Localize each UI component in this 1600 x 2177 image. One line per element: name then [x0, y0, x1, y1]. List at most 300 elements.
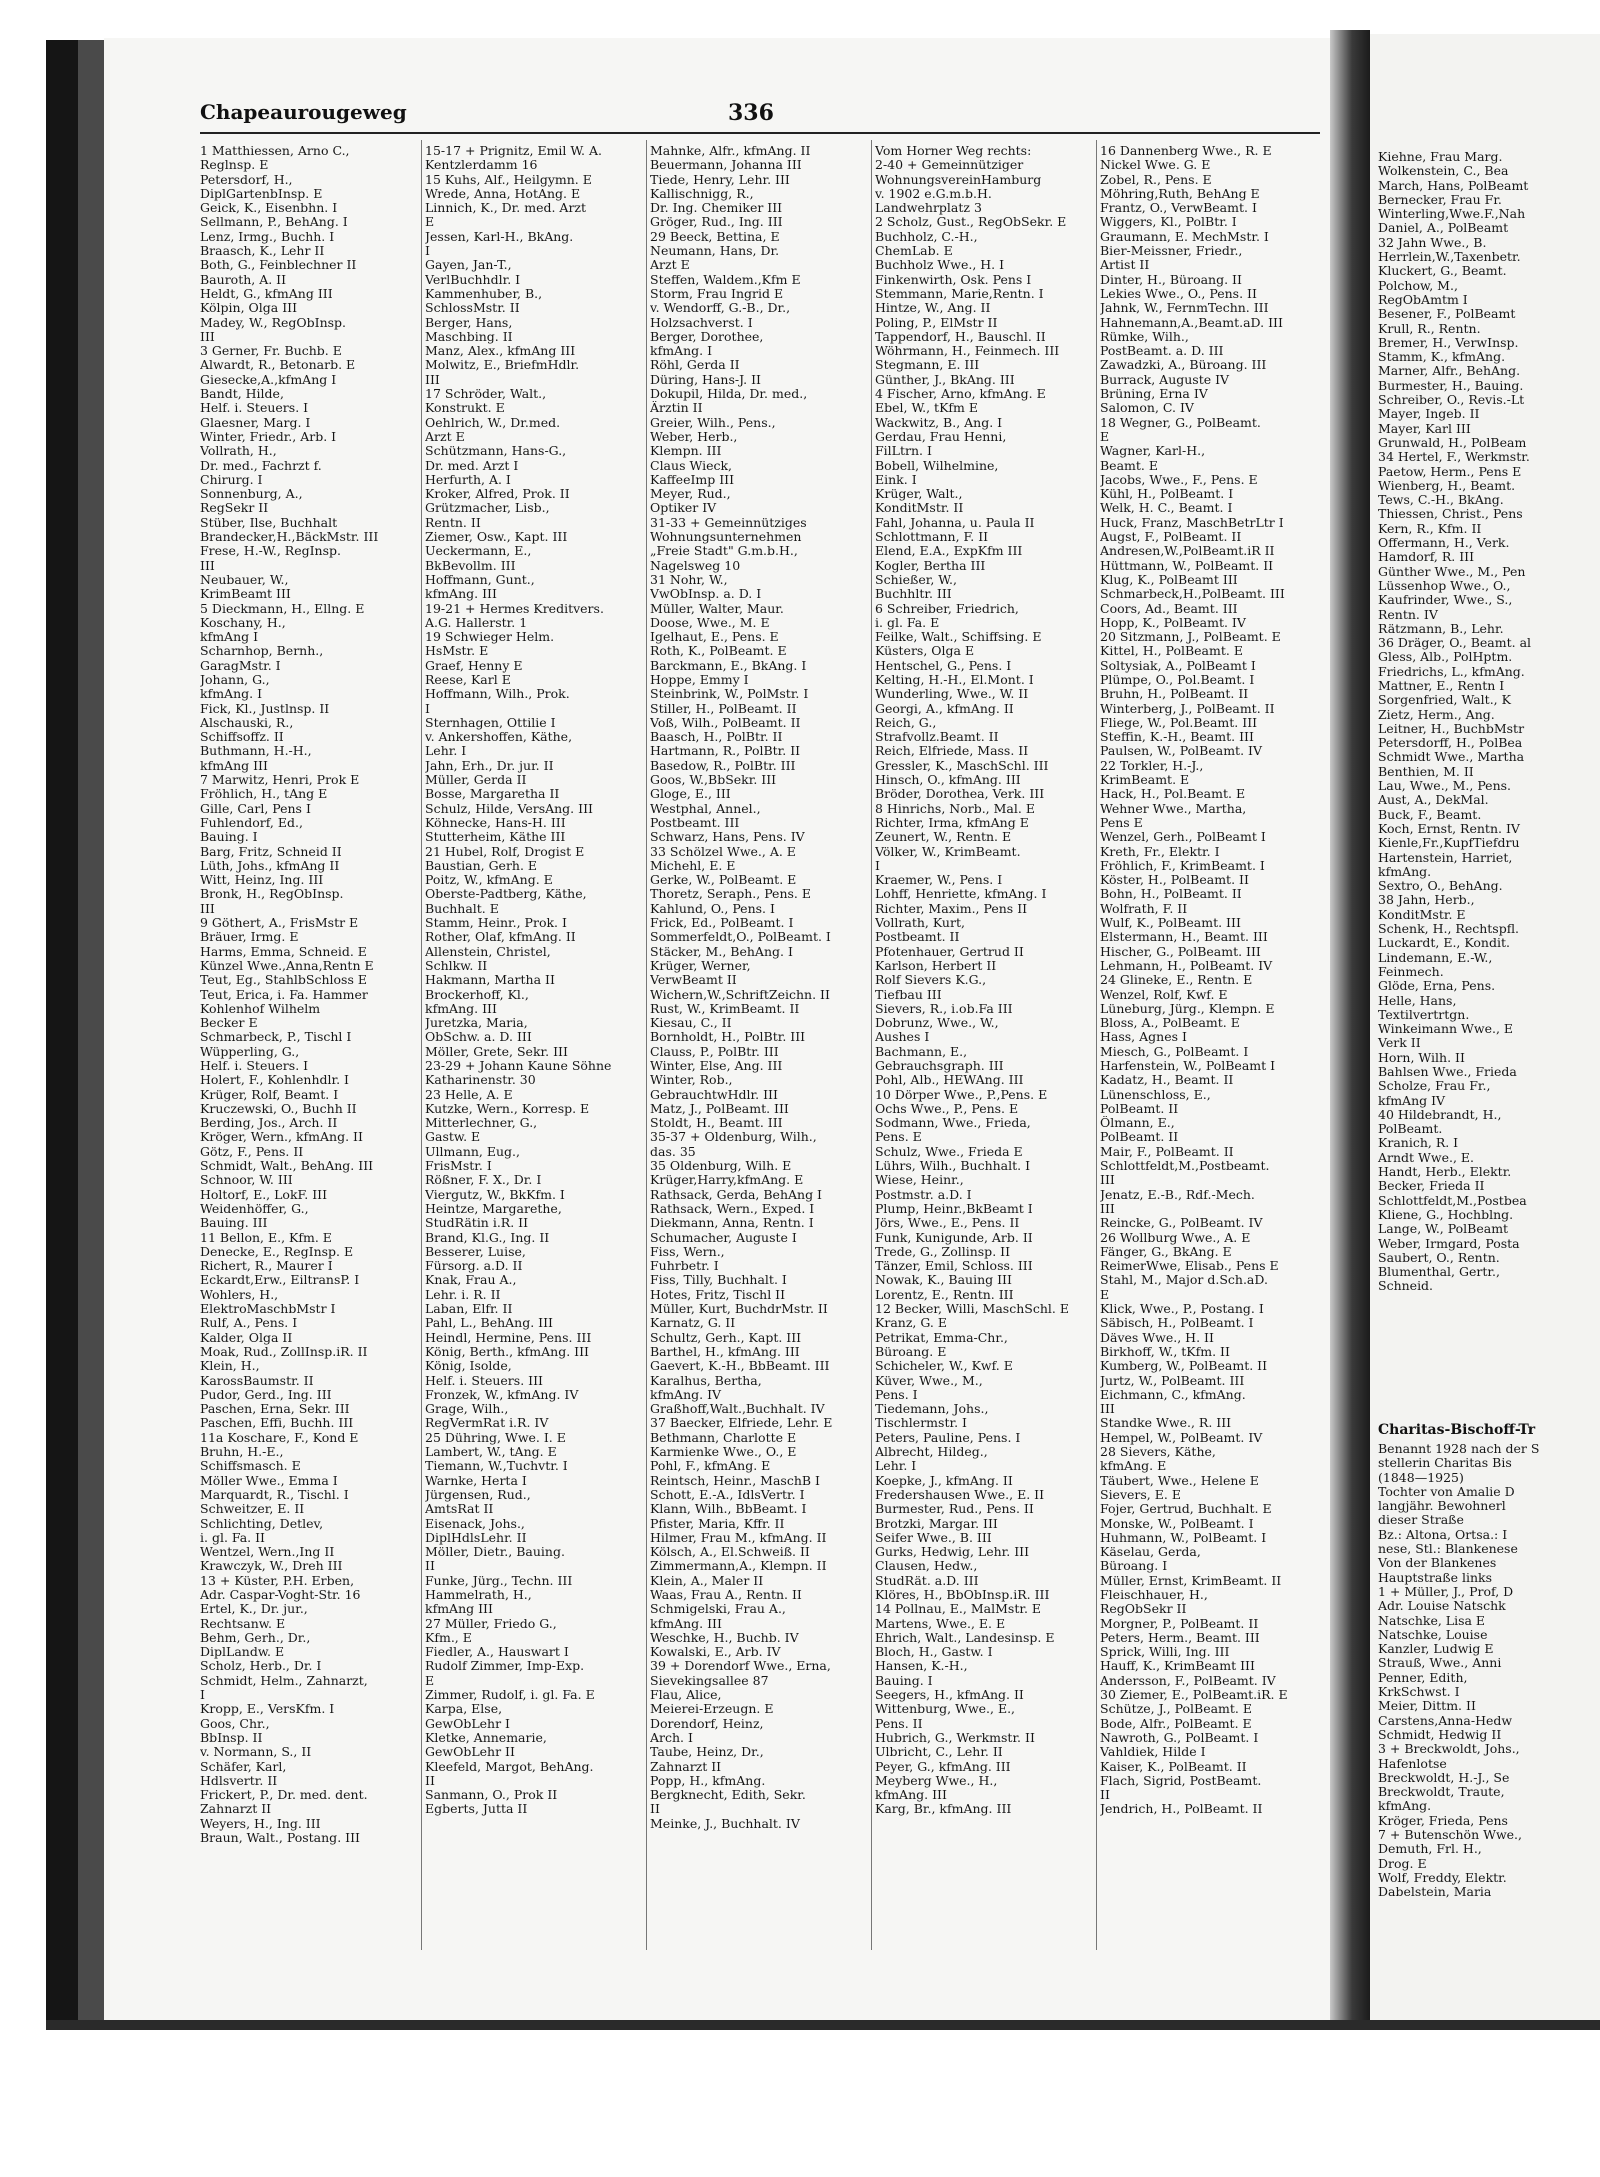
directory-entry: Eckardt,Erw., EiltransP. I — [200, 1273, 360, 1288]
directory-entry: Lambert, W., tAng. E — [425, 1445, 557, 1460]
directory-entry: Tiede, Henry, Lehr. III — [650, 172, 790, 187]
directory-entry: WohnungsvereinHamburg — [875, 172, 1042, 187]
directory-entry: Rathsack, Wern., Exped. I — [650, 1201, 815, 1216]
directory-entry: Westphal, Annel., — [650, 801, 761, 816]
directory-entry: kfmAng. — [1378, 863, 1432, 879]
directory-entry: Sonnenburg, A., — [200, 487, 303, 502]
directory-entry: VerlBuchhdlr. I — [425, 272, 521, 287]
directory-entry: Möhring,Ruth, BehAng E — [1100, 186, 1260, 201]
directory-entry: Schiffsmasch. E — [200, 1459, 301, 1474]
directory-entry: Kittel, H., PolBeamt. E — [1100, 644, 1243, 659]
directory-entry: Allenstein, Christel, — [425, 944, 551, 959]
directory-entry: Goos, W.,BbSekr. III — [650, 773, 777, 788]
directory-entry: v. 1902 e.G.m.b.H. — [875, 186, 992, 201]
directory-entry: Berger, Hans, — [425, 315, 513, 330]
directory-entry: Petrikat, Emma-Chr., — [875, 1330, 1008, 1345]
directory-entry: Richter, Irma, kfmAng E — [875, 815, 1029, 830]
directory-entry: 11 Bellon, E., Kfm. E — [200, 1230, 332, 1245]
directory-entry: Sievers, R., i.ob.Fa III — [875, 1001, 1013, 1016]
directory-entry: Wolkenstein, C., Bea — [1378, 163, 1509, 179]
directory-entry: RegObSekr II — [1100, 1602, 1187, 1617]
directory-column-5 — [1100, 144, 1322, 1817]
directory-entry: PolBeamt. II — [1100, 1130, 1179, 1145]
directory-entry: SchlossMstr. II — [425, 301, 520, 316]
directory-entry: Schützmann, Hans-G., — [425, 444, 567, 459]
directory-entry: Arzt E — [425, 429, 465, 444]
directory-entry: Bloss, A., PolBeamt. E — [1100, 1016, 1240, 1031]
directory-entry: II — [1100, 1788, 1110, 1803]
directory-entry: Helf. i. Steuers. III — [425, 1373, 543, 1388]
directory-entry: Friedrichs, L., kfmAng. — [1378, 663, 1525, 679]
directory-entry: Hentschel, G., Pens. I — [875, 658, 1012, 673]
directory-entry: 32 Jahn Wwe., B. — [1378, 234, 1487, 250]
directory-entry: Schießer, W., — [875, 572, 957, 587]
directory-entry: Giesecke,A.,kfmAng I — [200, 372, 337, 387]
directory-entry: Käselau, Gerda, — [1100, 1545, 1201, 1560]
directory-entry: Karlson, Herbert II — [875, 958, 997, 973]
directory-entry: Gastw. E — [425, 1130, 481, 1145]
directory-entry: Katharinenstr. 30 — [425, 1073, 536, 1088]
directory-entry: Postbeamt. II — [875, 930, 960, 945]
directory-entry: Schäfer, Karl, — [200, 1759, 287, 1774]
directory-entry: Kalder, Olga II — [200, 1330, 293, 1345]
directory-entry: Soltysiak, A., PolBeamt I — [1100, 658, 1256, 673]
directory-entry: Kienle,Fr.,KupfTiefdru — [1378, 835, 1520, 851]
directory-entry: Frese, H.-W., RegInsp. — [200, 544, 341, 559]
directory-entry: Luckardt, E., Kondit. — [1378, 935, 1510, 951]
directory-entry: Hinsch, O., kfmAng. III — [875, 773, 1021, 788]
directory-entry: III — [200, 558, 215, 573]
directory-entry: Popp, H., kfmAng. — [650, 1773, 766, 1788]
directory-entry: Gröger, Rud., Ing. III — [650, 215, 783, 230]
directory-entry: Feilke, Walt., Schiffsing. E — [875, 630, 1042, 645]
directory-entry: Meinke, J., Buchhalt. IV — [650, 1816, 800, 1831]
directory-entry: Ehrich, Walt., Landesinsp. E — [875, 1630, 1055, 1645]
directory-entry: Schott, E.-A., IdlsVertr. I — [650, 1487, 805, 1502]
directory-entry: Kahlund, O., Pens. I — [650, 901, 775, 916]
right-page — [1370, 34, 1600, 2024]
directory-entry: Winter, Friedr., Arb. I — [200, 429, 337, 444]
directory-entry: Ueckermann, E., — [425, 544, 532, 559]
directory-entry: Bauing. I — [875, 1673, 933, 1688]
directory-entry: III — [1100, 1173, 1115, 1188]
directory-entry: Frickert, P., Dr. med. dent. — [200, 1788, 368, 1803]
directory-entry: Claus Wieck, — [650, 458, 733, 473]
directory-entry: II — [425, 1773, 435, 1788]
directory-entry: Petersdorff, H., PolBea — [1378, 735, 1523, 751]
column-divider — [646, 140, 647, 1950]
directory-entry: 15 Kuhs, Alf., Heilgymn. E — [425, 172, 592, 187]
directory-entry: Konstrukt. E — [425, 401, 505, 416]
directory-entry: Wenzel, Rolf, Kwf. E — [1100, 987, 1228, 1002]
directory-entry: Trede, G., Zollinsp. II — [875, 1244, 1011, 1259]
directory-entry: Pudor, Gerd., Ing. III — [200, 1387, 332, 1402]
directory-entry: Schlottfeldt,M.,Postbeamt. — [1100, 1159, 1270, 1174]
directory-entry: BbInsp. II — [200, 1730, 263, 1745]
directory-entry: Schmidt Wwe., Martha — [1378, 749, 1525, 765]
directory-entry: Clausen, Hedw., — [875, 1559, 978, 1574]
directory-entry: kfmAng IV — [1378, 1092, 1446, 1108]
directory-entry: Kanzler, Ludwig E — [1378, 1641, 1494, 1657]
directory-entry: ObSchw. a. D. III — [425, 1030, 532, 1045]
directory-entry: Stamm, K., kfmAng. — [1378, 349, 1506, 365]
directory-entry: Poling, P., ElMstr II — [875, 315, 998, 330]
directory-entry: kfmAng III — [425, 1602, 493, 1617]
directory-entry: Grage, Wilh., — [425, 1402, 509, 1417]
directory-entry: Reese, Karl E — [425, 672, 511, 687]
directory-entry: Winterling,Wwe.F.,Nah — [1378, 206, 1526, 222]
directory-entry: Schmarbeck,H.,PolBeamt. III — [1100, 587, 1285, 602]
directory-entry: Wenzel, Gerh., PolBeamt I — [1100, 830, 1266, 845]
directory-entry: Adr. Caspar-Voght-Str. 16 — [200, 1587, 361, 1602]
directory-entry: Müller, Walter, Maur. — [650, 601, 784, 616]
directory-entry: Klöres, H., BbObInsp.iR. III — [875, 1587, 1050, 1602]
directory-entry: Barthel, H., kfmAng. III — [650, 1344, 800, 1359]
directory-entry: 31 Nohr, W., — [650, 572, 728, 587]
directory-entry: Hakmann, Martha II — [425, 973, 555, 988]
directory-entry: 17 Schröder, Walt., — [425, 387, 547, 402]
directory-entry: Tappendorf, H., Bauschl. II — [875, 329, 1046, 344]
page-number: 336 — [728, 100, 774, 126]
directory-entry: Hoffmann, Wilh., Prok. — [425, 687, 570, 702]
directory-entry: I — [425, 701, 430, 716]
directory-entry: Hüttmann, W., PolBeamt. II — [1100, 558, 1274, 573]
directory-entry: Möller, Dietr., Bauing. — [425, 1545, 565, 1560]
directory-entry: 1 Matthiessen, Arno C., — [200, 144, 350, 158]
directory-entry: Benthien, M. II — [1378, 763, 1474, 779]
directory-entry: Vollrath, Kurt, — [875, 916, 965, 931]
directory-entry: Röhl, Gerda II — [650, 358, 740, 373]
directory-entry: Stemmann, Marie,Rentn. I — [875, 286, 1044, 301]
directory-entry: Gless, Alb., PolHptm. — [1378, 649, 1513, 665]
directory-entry: III — [1100, 1201, 1115, 1216]
directory-entry: Kröger, Wern., kfmAng. II — [200, 1130, 363, 1145]
directory-entry: Wohnungsunternehmen — [650, 530, 802, 545]
directory-entry: GewObLehr I — [425, 1716, 510, 1731]
directory-entry: Grunwald, H., PolBeam — [1378, 434, 1527, 450]
directory-entry: Völker, W., KrimBeamt. — [875, 844, 1021, 859]
directory-entry: Reich, Elfriede, Mass. II — [875, 744, 1029, 759]
directory-entry: BkBevollm. III — [425, 558, 516, 573]
directory-entry: Taube, Heinz, Dr., — [650, 1745, 764, 1760]
directory-entry: Michehl, E. E — [650, 858, 736, 873]
directory-entry: Hansen, K.-H., — [875, 1659, 968, 1674]
directory-entry: Schmidt, Hedwig II — [1378, 1726, 1502, 1742]
directory-entry: Eink. I — [875, 472, 917, 487]
directory-entry: 2 Scholz, Gust., RegObSekr. E — [875, 215, 1067, 230]
directory-entry: 19 Schwieger Helm. — [425, 630, 555, 645]
directory-entry: Schlottfeldt,M.,Postbea — [1378, 1192, 1527, 1208]
directory-entry: Elend, E.A., ExpKfm III — [875, 544, 1023, 559]
directory-entry: Landwehrplatz 3 — [875, 201, 982, 216]
directory-entry: Ärztin II — [650, 401, 703, 416]
directory-entry: KrimBeamt III — [200, 587, 291, 602]
directory-entry: Burmester, H., Bauing. — [1378, 377, 1524, 393]
directory-entry: Petersdorf, H., — [200, 172, 293, 187]
directory-entry: Ullmann, Eug., — [425, 1144, 521, 1159]
right-page-section-title: Charitas-Bischoff-Tr — [1378, 1422, 1536, 1438]
directory-entry: Kölsch, A., El.Schweiß. II — [650, 1545, 810, 1560]
directory-entry: Wentzel, Wern.,Ing II — [200, 1545, 335, 1560]
directory-entry: Bräuer, Irmg. E — [200, 930, 299, 945]
directory-entry: Bohn, H., PolBeamt. II — [1100, 887, 1242, 902]
directory-entry: Schulz, Hilde, VersAng. III — [425, 801, 593, 816]
directory-entry: Verk II — [1378, 1035, 1421, 1051]
directory-entry: Schneid. — [1378, 1278, 1434, 1294]
directory-entry: Fahl, Johanna, u. Paula II — [875, 515, 1035, 530]
directory-entry: i. gl. Fa. II — [200, 1530, 265, 1545]
directory-entry: Rentn. IV — [1378, 606, 1438, 622]
directory-entry: Thoretz, Seraph., Pens. E — [650, 887, 811, 902]
directory-entry: Egberts, Jutta II — [425, 1802, 528, 1817]
directory-entry: Benannt 1928 nach der S — [1378, 1441, 1540, 1456]
right-page-bottom-entries — [1378, 1442, 1539, 1900]
directory-entry: Marner, Alfr., BehAng. — [1378, 363, 1521, 379]
directory-entry: 12 Becker, Willi, MaschSchl. E — [875, 1302, 1069, 1317]
directory-entry: Hass, Agnes I — [1100, 1030, 1187, 1045]
directory-entry: Jessen, Karl-H., BkAng. — [425, 229, 574, 244]
directory-entry: Kleefeld, Margot, BehAng. — [425, 1759, 594, 1774]
directory-entry: Strafvollz.Beamt. II — [875, 730, 999, 745]
directory-entry: kfmAng. I — [650, 344, 713, 359]
directory-entry: Mattner, E., Rentn I — [1378, 677, 1505, 693]
directory-entry: Besserer, Luise, — [425, 1244, 526, 1259]
directory-entry: 33 Schölzel Wwe., A. E — [650, 844, 796, 859]
directory-entry: Paulsen, W., PolBeamt. IV — [1100, 744, 1262, 759]
directory-column-3 — [650, 144, 868, 1831]
directory-entry: 7 + Butenschön Wwe., — [1378, 1827, 1522, 1843]
directory-entry: Mair, F., PolBeamt. II — [1100, 1144, 1234, 1159]
directory-entry: Rother, Olaf, kfmAng. II — [425, 930, 576, 945]
directory-entry: Köster, H., PolBeamt. II — [1100, 873, 1249, 888]
directory-entry: Brockerhoff, Kl., — [425, 987, 529, 1002]
directory-entry: Rümke, Wilh., — [1100, 329, 1189, 344]
directory-entry: Müller, Kurt, BuchdrMstr. II — [650, 1302, 828, 1317]
directory-entry: Postmstr. a.D. I — [875, 1187, 972, 1202]
directory-entry: Hafenlotse — [1378, 1755, 1447, 1771]
directory-entry: Thiessen, Christ., Pens — [1378, 506, 1523, 522]
directory-entry: Brandecker,H.,BäckMstr. III — [200, 530, 379, 545]
directory-entry: Gerdau, Frau Henni, — [875, 429, 1007, 444]
directory-entry: Adr. Louise Natschk — [1378, 1598, 1506, 1614]
directory-entry: VerwBeamt II — [650, 973, 737, 988]
directory-entry: Sommerfeldt,O., PolBeamt. I — [650, 930, 831, 945]
directory-entry: Küsters, Olga E — [875, 644, 975, 659]
directory-entry: Müller, Gerda II — [425, 773, 527, 788]
directory-entry: Handt, Herb., Elektr. — [1378, 1164, 1512, 1180]
directory-entry: Molwitz, E., BriefmHdlr. — [425, 358, 580, 373]
directory-entry: GewObLehr II — [425, 1745, 515, 1760]
directory-entry: RegVermRat i.R. IV — [425, 1416, 549, 1431]
directory-entry: Hack, H., Pol.Beamt. E — [1100, 787, 1246, 802]
directory-entry: Düring, Hans-J. II — [650, 372, 761, 387]
directory-entry: FilLtrn. I — [875, 444, 932, 459]
directory-entry: Buchholz Wwe., H. I — [875, 258, 1005, 273]
directory-entry: Heldt, G., kfmAng III — [200, 286, 333, 301]
directory-entry: Doose, Wwe., M. E — [650, 615, 770, 630]
directory-entry: Peyer, G., kfmAng. III — [875, 1759, 1011, 1774]
directory-entry: Hauptstraße links — [1378, 1569, 1493, 1585]
directory-entry: Stiller, H., PolBeamt. II — [650, 701, 797, 716]
directory-entry: Kroker, Alfred, Prok. II — [425, 487, 570, 502]
directory-entry: Winter, Else, Ang. III — [650, 1059, 783, 1073]
directory-entry: Lüneburg, Jürg., Klempn. E — [1100, 1001, 1275, 1016]
directory-entry: Hoffmann, Gunt., — [425, 572, 535, 587]
directory-entry: III — [200, 329, 215, 344]
directory-entry: 27 Müller, Friedo G., — [425, 1616, 557, 1631]
directory-entry: FrisMstr. I — [425, 1159, 492, 1174]
directory-entry: 24 Glineke, E., Rentn. E — [1100, 973, 1253, 988]
directory-entry: Lüth, Johs., kfmAng II — [200, 858, 340, 873]
directory-entry: langjähr. Bewohnerl — [1378, 1498, 1506, 1514]
directory-entry: Kowalski, E., Arb. IV — [650, 1645, 781, 1660]
directory-entry: Tischlermstr. I — [875, 1416, 967, 1431]
directory-entry: Buchhltr. III — [875, 587, 952, 602]
directory-entry: Huck, Franz, MaschBetrLtr I — [1100, 515, 1284, 530]
directory-entry: Buchhalt. E — [425, 901, 499, 916]
directory-entry: GaragMstr. I — [200, 658, 281, 673]
directory-entry: Fürsorg. a.D. II — [425, 1259, 523, 1274]
directory-entry: Breckwoldt, Traute, — [1378, 1784, 1505, 1800]
directory-entry: KaffeeImp III — [650, 472, 735, 487]
directory-entry: Gloge, E., III — [650, 787, 731, 802]
directory-entry: Carstens,Anna-Hedw — [1378, 1712, 1513, 1728]
directory-entry: Funk, Kunigunde, Arb. II — [875, 1230, 1033, 1245]
directory-entry: Jahnk, W., FernmTechn. III — [1100, 301, 1269, 316]
directory-entry: Becker E — [200, 1016, 258, 1031]
directory-entry: Zahnarzt II — [200, 1802, 272, 1817]
directory-entry: Feinmech. — [1378, 963, 1444, 979]
directory-entry: Möller Wwe., Emma I — [200, 1473, 338, 1488]
directory-entry: Pfister, Maria, Kffr. II — [650, 1516, 785, 1531]
directory-entry: Schmidt, Walt., BehAng. III — [200, 1159, 374, 1174]
directory-entry: Winkeimann Wwe., E — [1378, 1021, 1514, 1037]
directory-entry: Both, G., Feinblechner II — [200, 258, 357, 273]
directory-entry: Lührs, Wilh., Buchhalt. I — [875, 1159, 1031, 1174]
directory-entry: Hintze, W., Ang. II — [875, 301, 991, 316]
directory-entry: Geick, K., Eisenbhn. I — [200, 201, 338, 216]
directory-entry: Sextro, O., BehAng. — [1378, 878, 1503, 894]
directory-entry: Zimmermann,A., Klempn. II — [650, 1559, 827, 1574]
directory-entry: RegObAmtm I — [1378, 291, 1468, 307]
directory-entry: Ulbricht, C., Lehr. II — [875, 1745, 1003, 1760]
directory-entry: 19-21 + Hermes Kreditvers. — [425, 601, 604, 616]
directory-entry: KonditMstr. E — [1378, 906, 1466, 922]
directory-entry: Hartmann, R., PolBtr. II — [650, 744, 801, 759]
directory-entry: Augst, F., PolBeamt. II — [1100, 530, 1242, 545]
directory-entry: Seegers, H., kfmAng. II — [875, 1688, 1024, 1703]
directory-entry: Buck, F., Beamt. — [1378, 806, 1482, 822]
directory-entry: A.G. Hallerstr. 1 — [425, 615, 528, 630]
directory-entry: Kropp, E., VersKfm. I — [200, 1702, 335, 1717]
directory-entry: Nawroth, G., PolBeamt. I — [1100, 1730, 1259, 1745]
directory-entry: (1848—1925) — [1378, 1469, 1464, 1485]
book-spine — [1330, 30, 1370, 2020]
directory-entry: Wolf, Freddy, Elektr. — [1378, 1869, 1507, 1885]
directory-entry: Barckmann, E., BkAng. I — [650, 658, 807, 673]
directory-entry: Behm, Gerh., Dr., — [200, 1630, 311, 1645]
directory-entry: Stahl, M., Major d.Sch.aD. — [1100, 1273, 1268, 1288]
directory-entry: Glöde, Erna, Pens. — [1378, 978, 1496, 994]
directory-entry: Krüger, Rolf, Beamt. I — [200, 1087, 339, 1102]
directory-entry: Klick, Wwe., P., Postang. I — [1100, 1302, 1264, 1317]
directory-entry: Krüger,Harry,kfmAng. E — [650, 1173, 804, 1188]
directory-entry: Manz, Alex., kfmAng III — [425, 344, 576, 359]
directory-entry: Jurtz, W., PolBeamt. III — [1100, 1373, 1245, 1388]
directory-entry: Wöhrmann, H., Feinmech. III — [875, 344, 1060, 359]
directory-entry: DiplLandw. E — [200, 1645, 285, 1660]
directory-entry: Täubert, Wwe., Helene E — [1100, 1473, 1259, 1488]
directory-entry: 7 Marwitz, Henri, Prok E — [200, 773, 360, 788]
directory-entry: Braasch, K., Lehr II — [200, 244, 325, 259]
directory-column-2 — [425, 144, 643, 1817]
directory-entry: Herfurth, A. I — [425, 472, 511, 487]
directory-entry: Lohff, Henriette, kfmAng. I — [875, 887, 1047, 902]
directory-entry: Lau, Wwe., M., Pens. — [1378, 778, 1512, 794]
directory-entry: Scholz, Herb., Dr. I — [200, 1659, 322, 1674]
directory-entry: Lorentz, E., Rentn. III — [875, 1287, 1014, 1302]
directory-entry: Hopp, K., PolBeamt. IV — [1100, 615, 1246, 630]
directory-entry: Karmienke Wwe., O., E — [650, 1445, 797, 1460]
directory-entry: Tänzer, Emil, Schloss. III — [875, 1259, 1033, 1274]
directory-entry: Rudolf Zimmer, Imp-Exp. — [425, 1659, 585, 1674]
directory-entry: Offermann, H., Verk. — [1378, 535, 1510, 551]
directory-entry: Zietz, Herm., Ang. — [1378, 706, 1495, 722]
directory-entry: ReimerWwe, Elisab., Pens E — [1100, 1259, 1279, 1274]
directory-entry: 11a Koschare, F., Kond E — [200, 1430, 359, 1445]
directory-entry: Greier, Wilh., Pens., — [650, 415, 776, 430]
directory-entry: Fröhlich, F., KrimBeamt. I — [1100, 858, 1265, 873]
directory-entry: Neubauer, W., — [200, 572, 289, 587]
directory-entry: Natschke, Lisa E — [1378, 1612, 1486, 1628]
directory-entry: Helf. i. Steuers. I — [200, 1059, 309, 1073]
directory-entry: Fuhrbetr. I — [650, 1259, 719, 1274]
page-header — [200, 100, 1320, 134]
directory-entry: E — [1100, 1287, 1110, 1302]
directory-entry: III — [425, 372, 440, 387]
directory-entry: Klein, H., — [200, 1359, 260, 1374]
directory-entry: 25 Dühring, Wwe. I. E — [425, 1430, 566, 1445]
directory-entry: Bruhn, H.-E., — [200, 1445, 284, 1460]
directory-entry: Berger, Dorothee, — [650, 329, 764, 344]
directory-entry: Holtorf, E., LokF. III — [200, 1187, 328, 1202]
directory-entry: Buthmann, H.-H., — [200, 744, 312, 759]
directory-entry: HsMstr. E — [425, 644, 489, 659]
directory-entry: Reich, G., — [875, 715, 937, 730]
directory-entry: 20 Sitzmann, J., PolBeamt. E — [1100, 630, 1281, 645]
directory-entry: Fänger, G., BkAng. E — [1100, 1244, 1232, 1259]
directory-entry: Reincke, G., PolBeamt. IV — [1100, 1216, 1263, 1231]
directory-entry: Meyer, Rud., — [650, 487, 731, 502]
directory-entry: Elstermann, H., Beamt. III — [1100, 930, 1268, 945]
directory-entry: Schreiber, O., Revis.-Lt — [1378, 392, 1525, 408]
directory-entry: 1 + Müller, J., Prof, D — [1378, 1583, 1514, 1599]
running-head: Chapeaurougeweg — [200, 100, 407, 124]
directory-entry: Ziemer, Osw., Kapt. III — [425, 530, 568, 545]
directory-entry: Schulz, Wwe., Frieda E — [875, 1144, 1023, 1159]
directory-entry: Coors, Ad., Beamt. III — [1100, 601, 1238, 616]
directory-entry: v. Normann, S., II — [200, 1745, 312, 1760]
directory-entry: Zeunert, W., Rentn. E — [875, 830, 1012, 845]
directory-entry: Wiese, Heinr., — [875, 1173, 964, 1188]
directory-entry: Bz.: Altona, Ortsa.: I — [1378, 1526, 1508, 1542]
directory-entry: Tiemann, W.,Tuchvtr. I — [425, 1459, 568, 1474]
directory-entry: Postbeamt. III — [650, 815, 740, 830]
directory-entry: Paschen, Effi, Buchh. III — [200, 1416, 354, 1431]
directory-entry: Witt, Heinz, Ing. III — [200, 873, 324, 888]
directory-entry: nese, Stl.: Blankenese — [1378, 1541, 1518, 1557]
directory-entry: Bier-Meissner, Friedr., — [1100, 244, 1243, 259]
